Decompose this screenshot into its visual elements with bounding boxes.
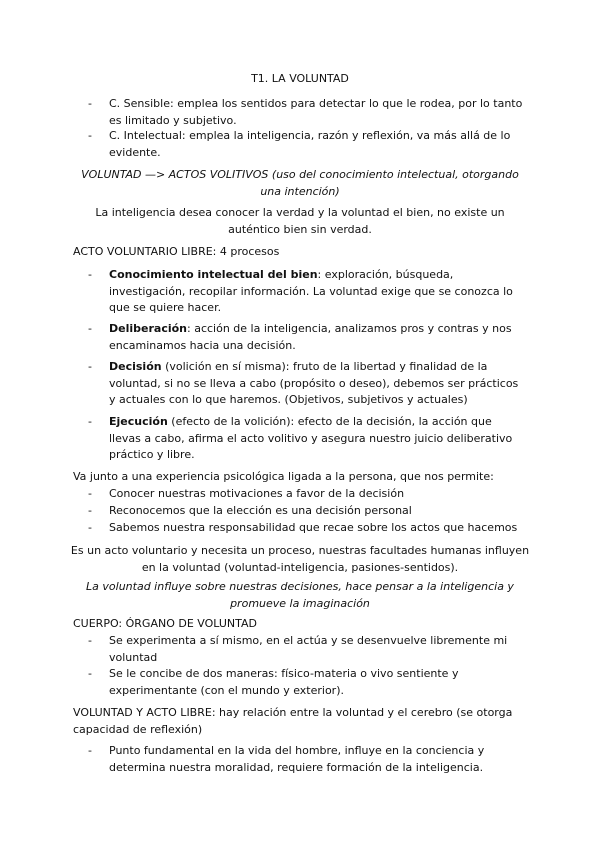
cuerpo-heading: CUERPO: ÓRGANO DE VOLUNTAD — [73, 617, 257, 630]
bullet-dash: - — [88, 129, 92, 142]
bullet-dash: - — [88, 360, 92, 373]
bullet-dash: - — [88, 634, 92, 647]
bullet-dash: - — [88, 97, 92, 110]
bullet-dash: - — [88, 268, 92, 281]
bullet-dash: - — [88, 415, 92, 428]
experiencia-intro: Va junto a una experiencia psicológica ligada a la persona, que nos permite: — [73, 470, 494, 483]
bullet-dash: - — [88, 322, 92, 335]
voluntad-quote: La voluntad influye sobre nuestras decisiones, hace pensar a la inteligencia y promueve la imaginación — [86, 580, 514, 610]
bullet-dash: - — [88, 667, 92, 680]
process-conocimiento: Conocimiento intelectual del bien: exploración, búsqueda, investigación, recopilar información. La voluntad exige que se conozca lo que se quiere hacer. — [109, 268, 513, 314]
bullet-dash: - — [88, 487, 92, 500]
process-deliberacion: Deliberación: acción de la inteligencia, analizamos pros y contras y nos encaminamos hacia una decisión. — [109, 322, 512, 352]
cuerpo-item: Se le concibe de dos maneras: físico-materia o vivo sentiente y experimentante (con el mundo y exterior). — [109, 667, 459, 697]
process-decision: Decisión (volición en sí misma): fruto de la libertad y finalidad de la voluntad, si no se lleva a cabo (propósito o deseo), debemos ser prácticos y actuales con lo que haremos. (Objetivos, subjetivos y actuales) — [109, 360, 519, 406]
experiencia-item: Reconocemos que la elección es una decisión personal — [109, 504, 412, 517]
bullet-dash: - — [88, 744, 92, 757]
experiencia-item: Sabemos nuestra responsabilidad que recae sobre los actos que hacemos — [109, 521, 518, 534]
intro-bullet-intelectual: C. Intelectual: emplea la inteligencia, razón y reflexión, va más allá de lo evidente. — [109, 129, 511, 159]
bullet-dash: - — [88, 521, 92, 534]
final-item: Punto fundamental en la vida del hombre, influye en la conciencia y determina nuestra moralidad, requiere formación de la inteligencia. — [109, 744, 485, 774]
page-title: T1. LA VOLUNTAD — [251, 72, 349, 85]
bullet-dash: - — [88, 504, 92, 517]
acto-voluntario-heading: ACTO VOLUNTARIO LIBRE: 4 procesos — [73, 245, 280, 258]
voluntad-acto-heading: VOLUNTAD Y ACTO LIBRE: hay relación entre la voluntad y el cerebro (se otorga capacidad de reflexión) — [73, 706, 513, 736]
process-ejecucion: Ejecución (efecto de la volición): efecto de la decisión, la acción que llevas a cabo, afirma el acto volitivo y asegura nuestro juicio deliberativo práctico y libre. — [109, 415, 513, 461]
intro-bullet-sensible: C. Sensible: emplea los sentidos para detectar lo que le rodea, por lo tanto es limitado y subjetivo. — [109, 97, 523, 127]
acto-summary: Es un acto voluntario y necesita un proceso, nuestras facultades humanas influyen en la voluntad (voluntad-inteligencia, pasiones-sentidos). — [70, 544, 530, 574]
experiencia-item: Conocer nuestras motivaciones a favor de la decisión — [109, 487, 405, 500]
cuerpo-item: Se experimenta a sí mismo, en el actúa y se desenvuelve libremente mi voluntad — [109, 634, 508, 664]
intelligence-quote: La inteligencia desea conocer la verdad y la voluntad el bien, no existe un auténtico bien sin verdad. — [95, 206, 505, 236]
voluntad-definition: VOLUNTAD —> ACTOS VOLITIVOS (uso del conocimiento intelectual, otorgando una intención) — [81, 168, 519, 198]
